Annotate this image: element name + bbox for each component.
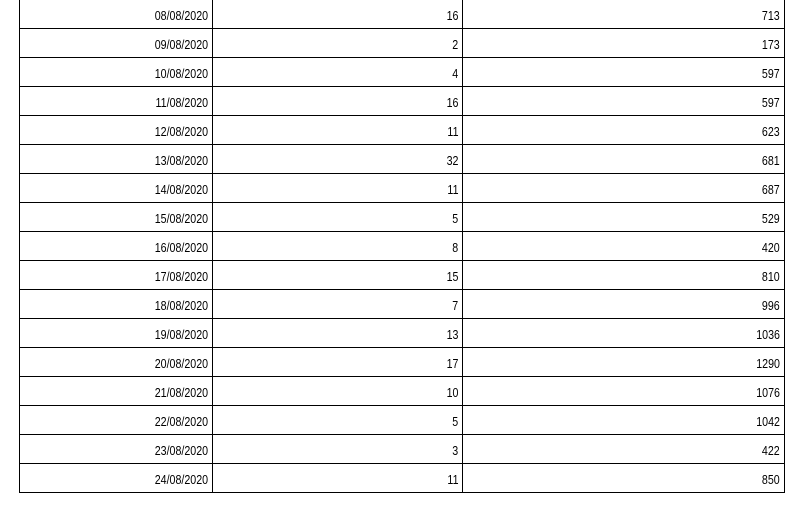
- value-cell-text: 173: [762, 37, 780, 52]
- date-cell-text: 17/08/2020: [154, 269, 208, 284]
- value-cell[interactable]: [463, 58, 785, 87]
- date-cell[interactable]: [20, 174, 213, 203]
- value-cell-text: 597: [762, 66, 780, 81]
- count-cell[interactable]: [213, 348, 463, 377]
- value-cell[interactable]: [463, 174, 785, 203]
- table-row: [20, 174, 785, 203]
- count-cell[interactable]: [213, 232, 463, 261]
- value-cell-text: 529: [762, 211, 780, 226]
- date-cell-text: 24/08/2020: [154, 472, 208, 487]
- table-row: [20, 0, 785, 29]
- date-cell-text: 22/08/2020: [154, 414, 208, 429]
- table-body: [20, 0, 785, 493]
- table-row: [20, 58, 785, 87]
- value-cell[interactable]: [463, 261, 785, 290]
- table-row: [20, 261, 785, 290]
- value-cell-text: 850: [762, 472, 780, 487]
- date-cell[interactable]: [20, 116, 213, 145]
- count-cell[interactable]: [213, 406, 463, 435]
- date-cell[interactable]: [20, 58, 213, 87]
- table-row: [20, 290, 785, 319]
- count-cell[interactable]: [213, 377, 463, 406]
- count-cell-text: 2: [452, 37, 458, 52]
- value-cell[interactable]: [463, 377, 785, 406]
- date-cell[interactable]: [20, 406, 213, 435]
- value-cell-text: 996: [762, 298, 780, 313]
- count-cell-text: 11: [446, 124, 458, 139]
- value-cell[interactable]: [463, 435, 785, 464]
- count-cell-text: 11: [446, 472, 458, 487]
- value-cell[interactable]: [463, 464, 785, 493]
- date-cell[interactable]: [20, 145, 213, 174]
- table-row: [20, 232, 785, 261]
- value-cell-text: 1076: [756, 385, 780, 400]
- count-cell[interactable]: [213, 261, 463, 290]
- table-row: [20, 464, 785, 493]
- value-cell-text: 687: [762, 182, 780, 197]
- date-cell-text: 18/08/2020: [154, 298, 208, 313]
- value-cell-text: 422: [762, 443, 780, 458]
- date-cell[interactable]: [20, 290, 213, 319]
- value-cell[interactable]: [463, 290, 785, 319]
- date-cell-text: 19/08/2020: [154, 327, 208, 342]
- date-cell-text: 12/08/2020: [154, 124, 208, 139]
- count-cell-text: 11: [446, 182, 458, 197]
- table-row: [20, 348, 785, 377]
- value-cell-text: 623: [762, 124, 780, 139]
- count-cell[interactable]: [213, 435, 463, 464]
- count-cell-text: 16: [446, 8, 458, 23]
- date-cell[interactable]: [20, 319, 213, 348]
- count-cell[interactable]: [213, 319, 463, 348]
- date-cell-text: 23/08/2020: [154, 443, 208, 458]
- value-cell[interactable]: [463, 0, 785, 29]
- data-table: [19, 0, 785, 493]
- value-cell[interactable]: [463, 29, 785, 58]
- count-cell[interactable]: [213, 58, 463, 87]
- value-cell-text: 420: [762, 240, 780, 255]
- count-cell[interactable]: [213, 29, 463, 58]
- table-row: [20, 87, 785, 116]
- date-cell-text: 08/08/2020: [154, 8, 208, 23]
- value-cell[interactable]: [463, 319, 785, 348]
- date-cell-text: 14/08/2020: [154, 182, 208, 197]
- count-cell[interactable]: [213, 203, 463, 232]
- count-cell-text: 10: [446, 385, 458, 400]
- count-cell-text: 5: [452, 414, 458, 429]
- value-cell[interactable]: [463, 203, 785, 232]
- value-cell[interactable]: [463, 145, 785, 174]
- count-cell[interactable]: [213, 116, 463, 145]
- date-cell-text: 09/08/2020: [154, 37, 208, 52]
- count-cell[interactable]: [213, 174, 463, 203]
- count-cell-text: 15: [446, 269, 458, 284]
- date-cell[interactable]: [20, 435, 213, 464]
- count-cell-text: 8: [452, 240, 458, 255]
- date-cell[interactable]: [20, 0, 213, 29]
- date-cell-text: 16/08/2020: [154, 240, 208, 255]
- date-cell[interactable]: [20, 261, 213, 290]
- value-cell-text: 810: [762, 269, 780, 284]
- date-cell-text: 11/08/2020: [155, 95, 208, 110]
- count-cell[interactable]: [213, 0, 463, 29]
- count-cell[interactable]: [213, 145, 463, 174]
- count-cell[interactable]: [213, 464, 463, 493]
- value-cell-text: 1036: [756, 327, 780, 342]
- date-cell[interactable]: [20, 348, 213, 377]
- value-cell-text: 681: [762, 153, 780, 168]
- value-cell[interactable]: [463, 406, 785, 435]
- table-row: [20, 319, 785, 348]
- value-cell-text: 713: [762, 8, 780, 23]
- table-row: [20, 435, 785, 464]
- count-cell-text: 4: [452, 66, 458, 81]
- date-cell[interactable]: [20, 232, 213, 261]
- value-cell-text: 1042: [756, 414, 780, 429]
- value-cell[interactable]: [463, 116, 785, 145]
- table-row: [20, 406, 785, 435]
- count-cell[interactable]: [213, 290, 463, 319]
- table-row: [20, 145, 785, 174]
- count-cell-text: 16: [446, 95, 458, 110]
- count-cell-text: 32: [446, 153, 458, 168]
- date-cell-text: 13/08/2020: [154, 153, 208, 168]
- value-cell-text: 597: [762, 95, 780, 110]
- value-cell-text: 1290: [756, 356, 780, 371]
- count-cell-text: 5: [452, 211, 458, 226]
- table-row: [20, 29, 785, 58]
- count-cell-text: 13: [446, 327, 458, 342]
- value-cell[interactable]: [463, 348, 785, 377]
- date-cell-text: 20/08/2020: [154, 356, 208, 371]
- date-cell-text: 10/08/2020: [154, 66, 208, 81]
- date-cell[interactable]: [20, 377, 213, 406]
- value-cell[interactable]: [463, 232, 785, 261]
- date-cell[interactable]: [20, 29, 213, 58]
- table-row: [20, 116, 785, 145]
- count-cell[interactable]: [213, 87, 463, 116]
- table-row: [20, 377, 785, 406]
- date-cell[interactable]: [20, 464, 213, 493]
- value-cell[interactable]: [463, 87, 785, 116]
- date-cell-text: 21/08/2020: [154, 385, 208, 400]
- date-cell-text: 15/08/2020: [154, 211, 208, 226]
- date-cell[interactable]: [20, 203, 213, 232]
- table-row: [20, 203, 785, 232]
- count-cell-text: 17: [446, 356, 458, 371]
- count-cell-text: 3: [452, 443, 458, 458]
- count-cell-text: 7: [452, 298, 458, 313]
- date-cell[interactable]: [20, 87, 213, 116]
